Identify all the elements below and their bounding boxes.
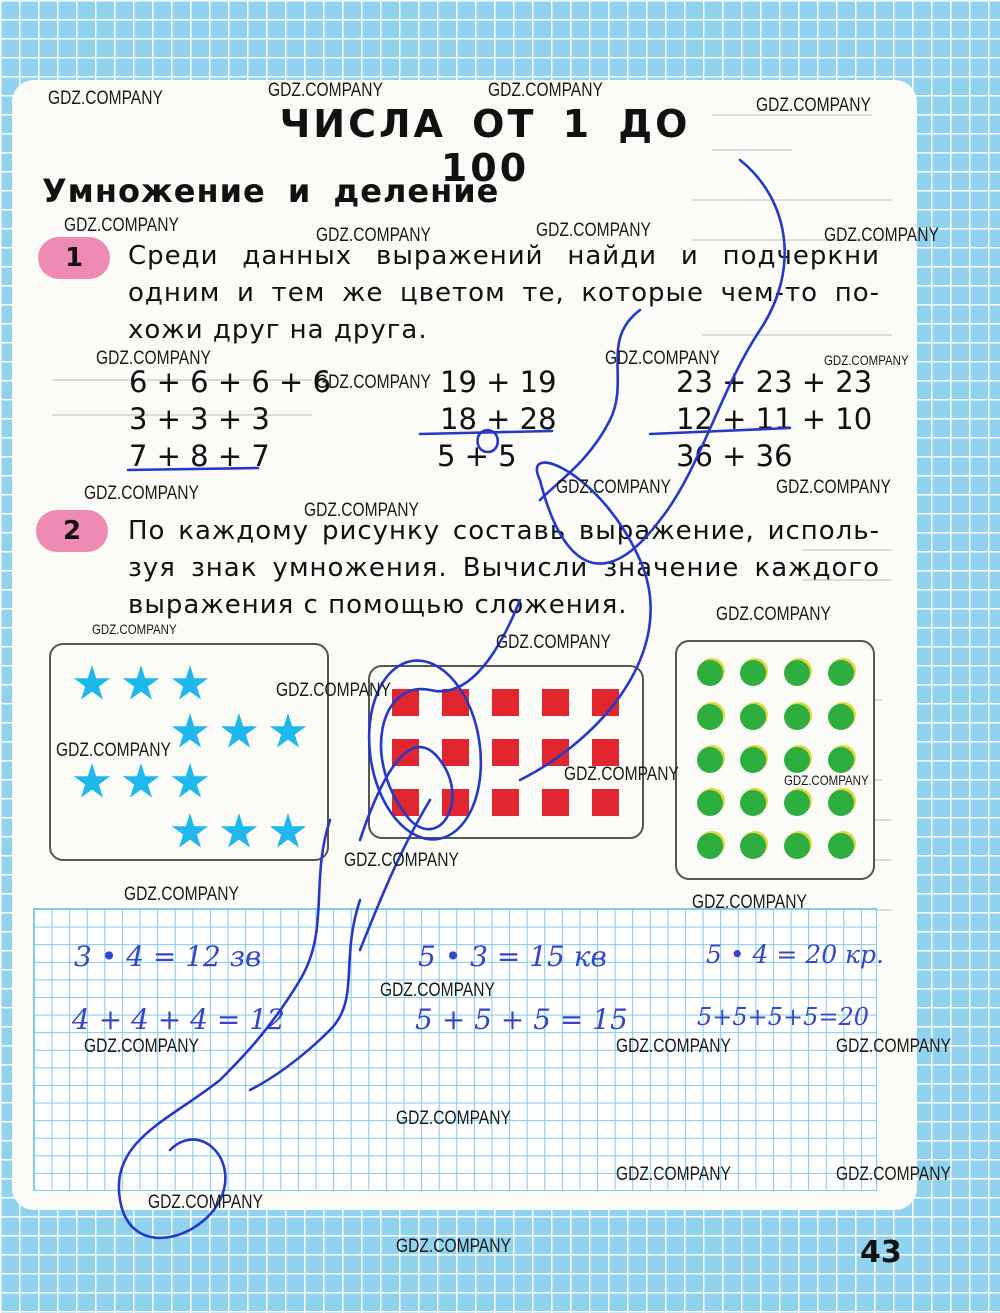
square-icon — [392, 689, 419, 716]
handwritten-answer: 4 + 4 + 4 = 12 — [72, 1003, 285, 1036]
watermark: GDZ.COMPANY — [268, 80, 383, 101]
square-icon — [592, 689, 619, 716]
task-number-badge: 1 — [38, 237, 110, 279]
circle-icon — [740, 833, 766, 859]
watermark: GDZ.COMPANY — [344, 850, 459, 871]
star-icon — [269, 813, 307, 851]
watermark: GDZ.COMPANY — [488, 80, 603, 101]
task1-line: хожи друг на друга. — [128, 315, 428, 345]
circle-icon — [740, 790, 766, 816]
handwritten-answer: 3 • 4 = 12 зв — [74, 940, 262, 973]
circle-icon — [784, 660, 810, 686]
star-icon — [171, 763, 209, 801]
circle-icon — [784, 790, 810, 816]
task-number-badge: 2 — [36, 510, 108, 552]
watermark: GDZ.COMPANY — [616, 1164, 731, 1185]
circle-icon — [697, 833, 723, 859]
watermark: GDZ.COMPANY — [48, 88, 163, 109]
circle-icon — [828, 790, 854, 816]
circle-icon — [784, 833, 810, 859]
handwritten-answer: 5+5+5+5=20 — [697, 1003, 870, 1031]
watermark: GDZ.COMPANY — [124, 884, 239, 905]
watermark: GDZ.COMPANY — [836, 1164, 951, 1185]
watermark: GDZ.COMPANY — [824, 225, 939, 246]
expression: 19 + 19 — [440, 365, 557, 399]
circle-icon — [784, 747, 810, 773]
square-icon — [492, 739, 519, 766]
page-title: ЧИСЛА ОТ 1 ДО 100 — [279, 102, 691, 190]
watermark: GDZ.COMPANY — [148, 1192, 263, 1213]
circle-icon — [828, 704, 854, 730]
star-icon — [171, 713, 209, 751]
star-icon — [122, 763, 160, 801]
square-icon — [592, 789, 619, 816]
task1-line: Среди данных выражений найди и подчеркни — [128, 241, 880, 271]
watermark: GDZ.COMPANY — [56, 740, 171, 761]
watermark: GDZ.COMPANY — [396, 1236, 511, 1257]
squares-picture — [368, 665, 644, 839]
star-icon — [171, 665, 209, 703]
watermark: GDZ.COMPANY — [716, 604, 831, 625]
watermark: GDZ.COMPANY — [692, 892, 807, 913]
watermark: GDZ.COMPANY — [556, 477, 671, 498]
circle-icon — [784, 704, 810, 730]
task2-line: По каждому рисунку составь выражение, исполь- — [128, 516, 880, 546]
star-icon — [220, 813, 258, 851]
watermark: GDZ.COMPANY — [84, 483, 199, 504]
watermark: GDZ.COMPANY — [84, 1036, 199, 1057]
handwritten-answer: 5 • 4 = 20 кр. — [706, 940, 884, 969]
circle-icon — [697, 660, 723, 686]
watermark: GDZ.COMPANY — [316, 372, 431, 393]
square-icon — [542, 689, 569, 716]
circle-icon — [828, 833, 854, 859]
circle-icon — [828, 660, 854, 686]
circle-icon — [828, 747, 854, 773]
handwritten-answer: 5 + 5 + 5 = 15 — [415, 1003, 628, 1036]
task1-line: одним и тем же цветом те, которые чем-то по- — [128, 278, 880, 308]
star-icon — [269, 713, 307, 751]
circle-icon — [697, 747, 723, 773]
watermark: GDZ.COMPANY — [756, 95, 871, 116]
square-icon — [442, 789, 469, 816]
circle-icon — [740, 704, 766, 730]
watermark: GDZ.COMPANY — [276, 680, 391, 701]
section-title: Умножение и деление — [42, 172, 500, 210]
watermark: GDZ.COMPANY — [605, 348, 720, 369]
star-icon — [73, 763, 111, 801]
star-icon — [171, 813, 209, 851]
star-icon — [122, 665, 160, 703]
watermark: GDZ.COMPANY — [776, 477, 891, 498]
expression: 5 + 5 — [437, 439, 517, 473]
watermark: GDZ.COMPANY — [96, 348, 211, 369]
page-number: 43 — [860, 1235, 902, 1270]
watermark: GDZ.COMPANY — [564, 764, 679, 785]
watermark: GDZ.COMPANY — [784, 772, 869, 788]
watermark: GDZ.COMPANY — [836, 1036, 951, 1057]
expression: 23 + 23 + 23 — [676, 365, 873, 399]
square-icon — [492, 689, 519, 716]
circle-icon — [740, 660, 766, 686]
square-icon — [392, 789, 419, 816]
circle-icon — [740, 747, 766, 773]
watermark: GDZ.COMPANY — [616, 1036, 731, 1057]
handwritten-answer: 5 • 3 = 15 кв — [418, 940, 607, 973]
expression: 12 + 11 + 10 — [676, 402, 873, 436]
watermark: GDZ.COMPANY — [304, 500, 419, 521]
watermark: GDZ.COMPANY — [380, 980, 495, 1001]
watermark: GDZ.COMPANY — [824, 352, 909, 368]
expression: 7 + 8 + 7 — [129, 439, 270, 473]
star-icon — [73, 665, 111, 703]
expression: 18 + 28 — [440, 402, 557, 436]
square-icon — [442, 739, 469, 766]
watermark: GDZ.COMPANY — [316, 225, 431, 246]
watermark: GDZ.COMPANY — [536, 220, 651, 241]
circle-icon — [697, 704, 723, 730]
watermark: GDZ.COMPANY — [396, 1108, 511, 1129]
star-icon — [220, 713, 258, 751]
expression: 3 + 3 + 3 — [129, 402, 270, 436]
square-icon — [542, 789, 569, 816]
circle-icon — [697, 790, 723, 816]
expression: 6 + 6 + 6 + 6 — [129, 365, 332, 399]
square-icon — [592, 739, 619, 766]
expression: 36 + 36 — [676, 439, 793, 473]
square-icon — [542, 739, 569, 766]
task2-line: выражения с помощью сложения. — [128, 590, 628, 620]
square-icon — [442, 689, 469, 716]
square-icon — [492, 789, 519, 816]
task2-line: зуя знак умножения. Вычисли значение каждого — [128, 553, 880, 583]
task1-text — [128, 238, 880, 349]
watermark: GDZ.COMPANY — [496, 632, 611, 653]
square-icon — [392, 739, 419, 766]
circles-picture — [675, 640, 875, 880]
watermark: GDZ.COMPANY — [92, 621, 177, 637]
watermark: GDZ.COMPANY — [64, 215, 179, 236]
